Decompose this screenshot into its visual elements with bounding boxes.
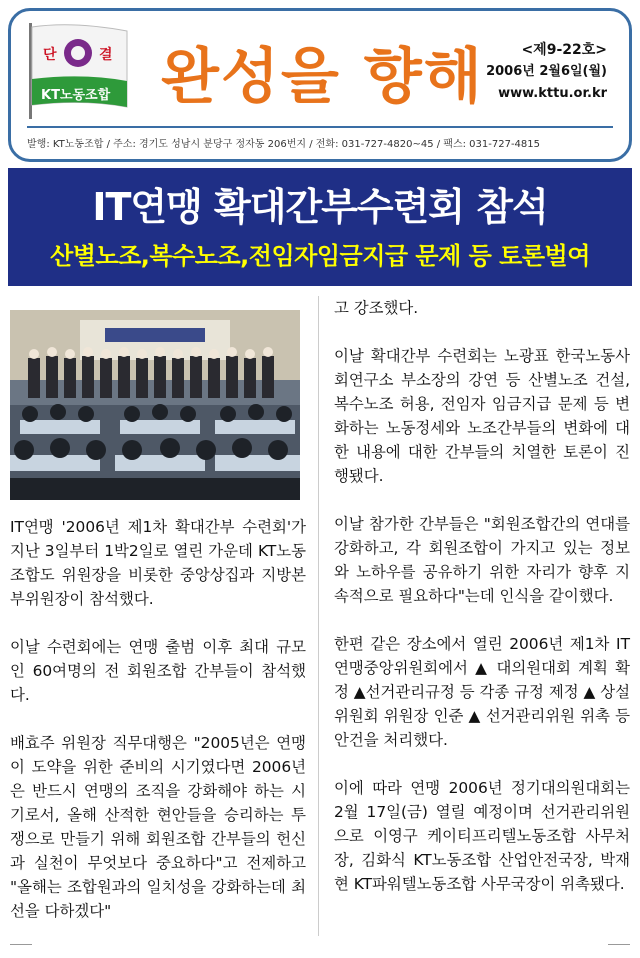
issue-number: <제9-22호>: [521, 42, 607, 58]
event-photo: [10, 310, 300, 500]
headline-title: IT연맹 확대간부수련회 참석: [92, 185, 548, 229]
article-paragraph: 한편 같은 장소에서 열린 2006년 제1차 IT연맹중앙위원회에서 ▲ 대의원대회 계획 확정 ▲선거관리규정 등 각종 규정 제정 ▲ 상설위원회 위원장 인준 ▲ 선거관리위원 위촉 등 안건을 처리했다.: [334, 635, 630, 749]
masthead-divider: [27, 126, 613, 128]
article-paragraph: 이날 확대간부 수련회는 노광표 한국노동사회연구소 부소장의 강연 등 산별노조 건설, 복수노조 허용, 전임자 임금지급 문제 등 변화하는 노동정세와 노조간부들의 변화에 대한 내용에 대한 간부들의 치열한 토론이 진행됐다.: [334, 347, 630, 485]
article-paragraph: 배효주 위원장 직무대행은 "2005년은 연맹이 도약을 위한 준비의 시기였다면 2006년은 반드시 연맹의 조직을 강화해야 하는 시기로서, 올해 산적한 현안들을 승리하는 투쟁으로 만들기 위해 회원조합 간부들의 헌신과 실천이 무엇보다 중요하다"고 전제하고 "올해는 조합원과의 일치성을 강화하는데 최선을 다하겠다": [10, 734, 306, 920]
column-divider: [318, 296, 319, 936]
article-paragraph: 이날 수련회에는 연맹 출범 이후 최대 규모인 60여명의 전 회원조합 간부들이 참석했다.: [10, 638, 306, 704]
headline-subtitle: 산별노조,복수노조,전임자임금지급 문제 등 토론벌여: [50, 242, 590, 270]
article-column-left: [10, 515, 306, 947]
headline-banner: [8, 168, 632, 286]
article-paragraph: 고 강조했다.: [334, 299, 419, 317]
masthead: [8, 8, 632, 162]
website-url: www.kttu.or.kr: [498, 86, 607, 101]
article-column-right: [334, 296, 630, 920]
svg-text:KT노동조합: KT노동조합: [41, 88, 111, 103]
issue-date: 2006년 2월6일(월): [486, 64, 607, 79]
svg-text:단: 단: [43, 47, 57, 63]
article-paragraph: IT연맹 '2006년 제1차 확대간부 수련회'가 지난 3일부터 1박2일로 열린 가운데 KT노동조합도 위원장을 비롯한 중앙상집과 지방본부위원장이 참석했다.: [10, 518, 306, 608]
publisher-info: 발행: KT노동조합 / 주소: 경기도 성남시 분당구 정자동 206번지 / 전화: 031-727-4820~45 / 팩스: 031-727-4815: [27, 139, 541, 150]
footer-rule-right: [608, 944, 630, 945]
newsletter-title: 완성을 향해: [161, 42, 484, 112]
group-photo-icon: [10, 310, 300, 500]
article-paragraph: 이에 따라 연맹 2006년 정기대의원대회는 2월 17일(금) 열릴 예정이며 선거관리위원으로 이영구 케이티프리텔노동조합 사무처장, 김화식 KT노동조합 산업안전국장, 박재현 KT파워텔노동조합 사무국장이 위촉됐다.: [334, 779, 630, 893]
union-flag-logo: [23, 23, 133, 119]
svg-text:결: 결: [99, 47, 113, 63]
article-paragraph: 이날 참가한 간부들은 "회원조합간의 연대를 강화하고, 각 회원조합이 가지고 있는 정보와 노하우를 공유하기 위한 자리가 향후 지속적으로 필요하다"는데 인식을 같이했다.: [334, 515, 630, 605]
footer-rule-left: [10, 944, 32, 945]
issue-info: [486, 39, 607, 105]
